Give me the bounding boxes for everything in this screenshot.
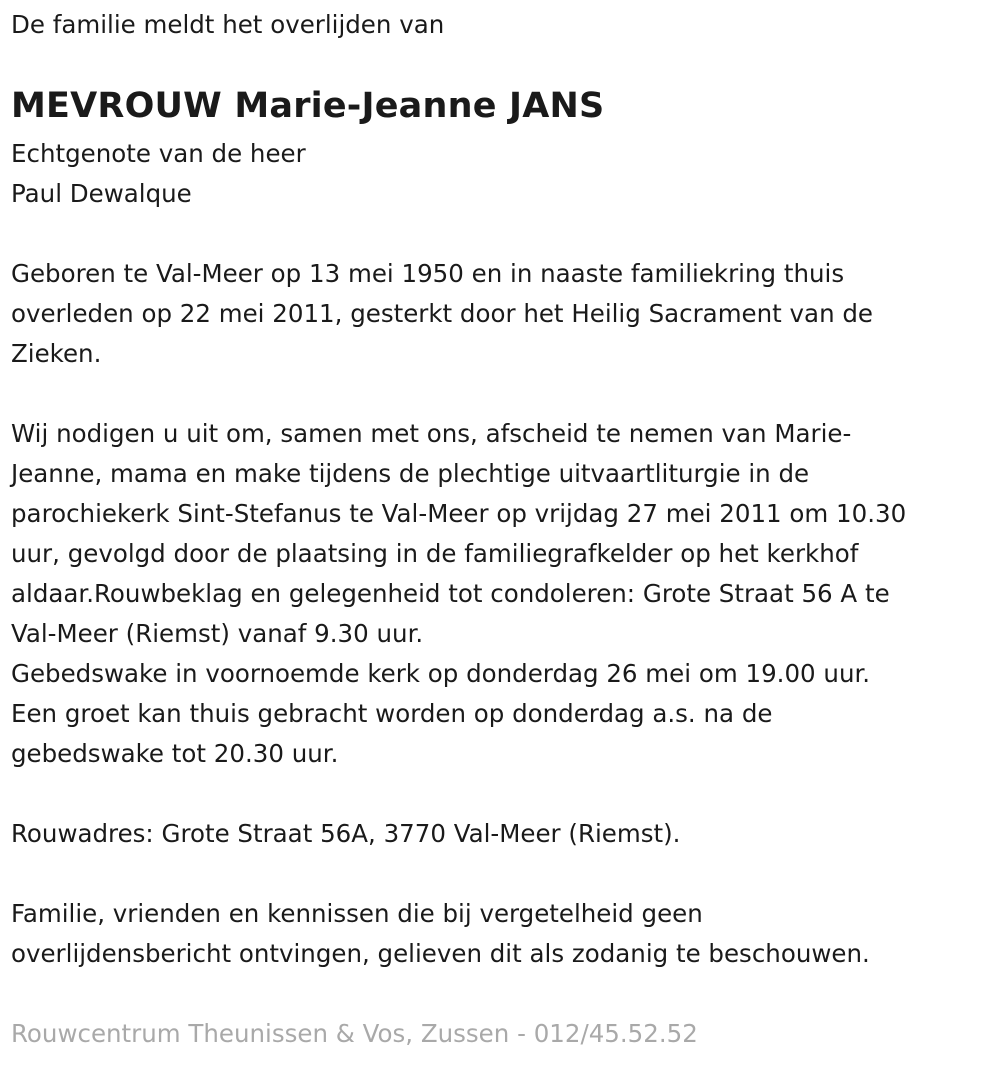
spouse-line-1: Echtgenote van de heer bbox=[11, 139, 306, 168]
spouse-line-2: Paul Dewalque bbox=[11, 179, 192, 208]
service-line: Gebedswake in voornoemde kerk op donderdag 26 mei om 19.00 uur. bbox=[11, 659, 871, 688]
birth-death-paragraph bbox=[11, 254, 873, 374]
service-line: Val-Meer (Riemst) vanaf 9.30 uur. bbox=[11, 619, 424, 648]
service-line: parochiekerk Sint-Stefanus te Val-Meer op vrijdag 27 mei 2011 om 10.30 bbox=[11, 499, 907, 528]
service-paragraph bbox=[11, 414, 906, 774]
birth-death-line: overleden op 22 mei 2011, gesterkt door het Heilig Sacrament van de bbox=[11, 299, 874, 328]
deceased-name: MEVROUW Marie-Jeanne JANS bbox=[11, 86, 605, 126]
service-line: aldaar.Rouwbeklag en gelegenheid tot condoleren: Grote Straat 56 A te bbox=[11, 579, 890, 608]
service-line: gebedswake tot 20.30 uur. bbox=[11, 739, 339, 768]
intro-text: De familie meldt het overlijden van bbox=[11, 10, 445, 39]
birth-death-line: Geboren te Val-Meer op 13 mei 1950 en in naaste familiekring thuis bbox=[11, 259, 845, 288]
spouse-info bbox=[11, 134, 306, 214]
mourning-address: Rouwadres: Grote Straat 56A, 3770 Val-Meer (Riemst). bbox=[11, 819, 681, 848]
notice-line: Familie, vrienden en kennissen die bij vergetelheid geen bbox=[11, 899, 703, 928]
service-line: Een groet kan thuis gebracht worden op donderdag a.s. na de bbox=[11, 699, 773, 728]
notice-line: overlijdensbericht ontvingen, gelieven dit als zodanig te beschouwen. bbox=[11, 939, 870, 968]
service-line: Wij nodigen u uit om, samen met ons, afscheid te nemen van Marie- bbox=[11, 419, 852, 448]
service-line: Jeanne, mama en make tijdens de plechtige uitvaartliturgie in de bbox=[11, 459, 810, 488]
birth-death-line: Zieken. bbox=[11, 339, 102, 368]
notice-paragraph bbox=[11, 894, 870, 974]
service-line: uur, gevolgd door de plaatsing in de familiegrafkelder op het kerkhof bbox=[11, 539, 859, 568]
funeral-home-footer: Rouwcentrum Theunissen & Vos, Zussen - 012/45.52.52 bbox=[11, 1019, 698, 1048]
